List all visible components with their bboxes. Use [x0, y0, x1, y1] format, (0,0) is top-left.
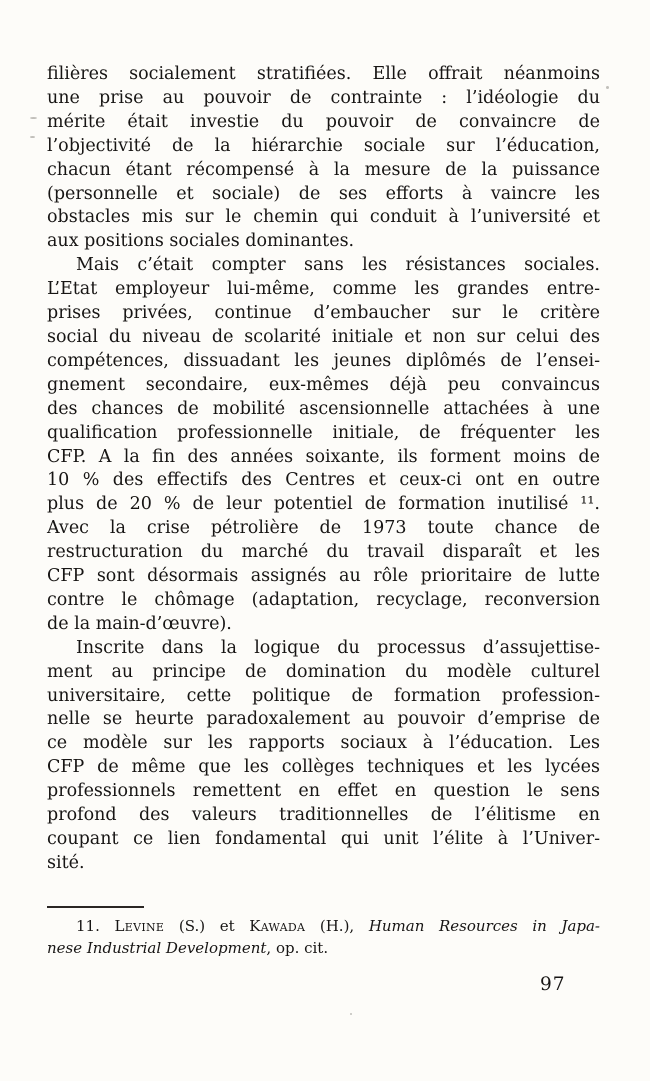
text-line: professionnels remettent en effet en question le sens: [47, 781, 600, 802]
text-line: ment au principe de domination du modèle culturel: [47, 661, 600, 682]
footnote-text-segment: 11.: [76, 917, 115, 935]
text-line: Mais c’était compter sans les résistances sociales.: [76, 255, 600, 276]
footnote-line: [47, 938, 600, 960]
text-line: obstacles mis sur le chemin qui conduit à l’université et: [47, 207, 600, 228]
text-line: mérite était investie du pouvoir de convaincre de: [47, 111, 600, 132]
text-line: gnement secondaire, eux-mêmes déjà peu convaincus: [47, 374, 600, 395]
text-line: filières socialement stratifiées. Elle offrait néanmoins: [47, 64, 600, 84]
text-line: ce modèle sur les rapports sociaux à l’éducation. Les: [47, 733, 600, 754]
text-line: 10 % des effectifs des Centres et ceux-ci ont en outre: [47, 470, 600, 491]
work-title: nese Industrial Development: [47, 938, 267, 957]
text-line: Inscrite dans la logique du processus d’assujettise-: [76, 637, 600, 658]
work-title: Human Resources in Japa-: [368, 917, 600, 935]
text-line: universitaire, cette politique de formation profession-: [47, 685, 600, 706]
text-line: CFP sont désormais assignés au rôle prioritaire de lutte: [47, 566, 600, 587]
footnote-text: [47, 916, 600, 959]
footnote-line: [47, 916, 600, 938]
text-line: prises privées, continue d’embaucher sur le critère: [47, 303, 600, 324]
footnote-text-segment: (H.),: [305, 917, 369, 935]
text-line: qualification professionnelle initiale, de fréquenter les: [47, 422, 600, 443]
author-name: Kawada: [249, 917, 306, 935]
scan-speck: [30, 117, 37, 119]
author-name: Levine: [114, 917, 165, 935]
footnote-text-segment: (S.) et: [164, 917, 250, 935]
text-line: des chances de mobilité ascensionnelle attachées à une: [47, 398, 600, 419]
scan-speck: [606, 86, 609, 89]
footnote-rule: [47, 906, 144, 908]
paragraph: [47, 63, 600, 254]
text-line: social du niveau de scolarité initiale et non sur celui des: [47, 326, 600, 347]
text-line: plus de 20 % de leur potentiel de formation inutilisé ¹¹.: [47, 494, 600, 515]
scan-speck: [350, 1013, 352, 1015]
footnote: [47, 906, 600, 959]
text-line: aux positions sociales dominantes.: [47, 231, 355, 252]
text-line: coupant ce lien fondamental qui unit l’élite à l’Univer-: [47, 829, 600, 849]
text-line: L’Etat employeur lui-même, comme les grandes entre-: [47, 279, 600, 300]
scan-speck: [30, 136, 35, 138]
paragraph: [47, 637, 600, 876]
footnote-text-segment: , op. cit.: [266, 938, 329, 957]
text-line: contre le chômage (adaptation, recyclage, reconversion: [47, 589, 600, 610]
text-line: profond des valeurs traditionnelles de l’élitisme en: [47, 805, 600, 826]
text-line: une prise au pouvoir de contrainte : l’idéologie du: [47, 87, 600, 108]
text-line: CFP. A la fin des années soixante, ils forment moins de: [47, 446, 600, 467]
text-line: restructuration du marché du travail disparaît et les: [47, 542, 600, 563]
text-line: compétences, dissuadant les jeunes diplômés de l’ensei-: [47, 350, 600, 371]
text-line: (personnelle et sociale) de ses efforts à vaincre les: [47, 183, 600, 204]
text-line: chacun étant récompensé à la mesure de la puissance: [47, 159, 600, 180]
text-line: CFP de même que les collèges techniques et les lycées: [47, 757, 600, 778]
text-line: sité.: [47, 852, 85, 873]
paragraph: [47, 254, 600, 637]
page-number: 97: [540, 974, 566, 995]
text-line: l’objectivité de la hiérarchie sociale sur l’éducation,: [47, 135, 600, 156]
text-line: de la main-d’œuvre).: [47, 613, 232, 634]
text-block: [47, 63, 600, 876]
text-line: Avec la crise pétrolière de 1973 toute chance de: [47, 518, 600, 539]
text-line: nelle se heurte paradoxalement au pouvoir d’emprise de: [47, 709, 600, 730]
